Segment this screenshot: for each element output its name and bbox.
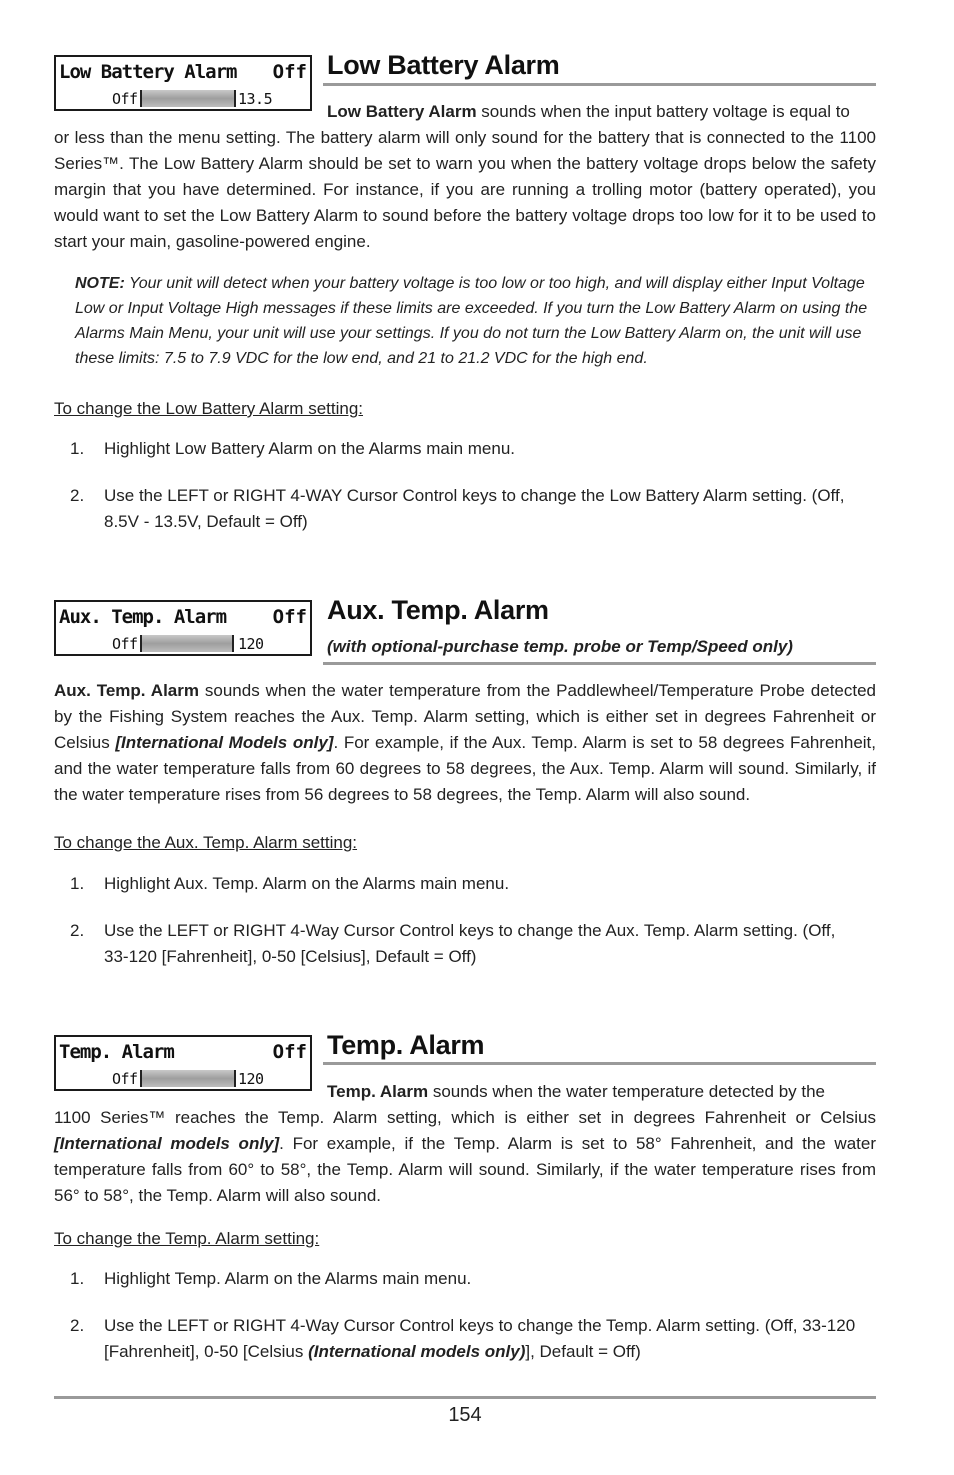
slider-track xyxy=(140,90,236,107)
slider-track xyxy=(140,1070,236,1087)
note-paragraph xyxy=(75,271,875,371)
procedure-title: To change the Low Battery Alarm setting: xyxy=(54,399,364,418)
note-text: Your unit will detect when your battery voltage is too low or too high, and will display either Input Voltage Low or Input Voltage High messages if these limits are exceeded. If you turn the Low Battery Alarm on using the Alarms Main Menu, your unit will use your settings. If you do not turn the Low Battery Alarm on, the unit will use these limits: 7.5 to 7.9 VDC for the low end, and 21 to 21.2 VDC for the high end. xyxy=(75,275,868,367)
step-number: 2. xyxy=(70,486,85,505)
section-subtitle: (with optional-purchase temp. probe or Temp/Speed only) xyxy=(327,637,793,656)
menu-label: Aux. Temp. Alarm xyxy=(59,606,227,628)
body-b: . For example, if the Aux. Temp. Alarm is set to 58 degrees Fahrenheit, and the water temperature falls from 60 degrees to 58 degrees, the Aux. Temp. Alarm will sound. Similarly, if the water temperature rises from 56 degrees to 58 degrees, the Temp. Alarm will also sound. xyxy=(54,733,876,804)
body-lead: Aux. Temp. Alarm xyxy=(54,681,199,700)
step-text-emphasis: (International models only) xyxy=(308,1342,526,1361)
footer-rule xyxy=(54,1396,876,1399)
body-b: . For example, if the Temp. Alarm is set to 58° Fahrenheit, and the water temperature falls from 60° to 58°, the Temp. Alarm will sound. Similarly, if the water temperature rises from 56° to 58°, the Temp. Alarm will also sound. xyxy=(54,1134,876,1205)
title-rule xyxy=(323,662,876,665)
body-emphasis: [International models only] xyxy=(54,1134,280,1153)
section-title: Low Battery Alarm xyxy=(327,50,560,80)
procedure-title: To change the Aux. Temp. Alarm setting: xyxy=(54,833,358,852)
body-first-line xyxy=(327,1079,876,1105)
menu-value: Off xyxy=(272,606,307,628)
body-a: sounds when the water temperature from the Paddlewheel/Temperature Probe detected by the Fishing System reaches the Aux. Temp. Alarm setting, which is either set in degrees Fahrenheit or Celsius xyxy=(54,681,877,752)
slider-max-label: 120 xyxy=(238,635,264,653)
step-text-a: Use the LEFT or RIGHT 4-Way Cursor Control keys to change the Temp. Alarm setting. (Off, 33-120 [Fahrenheit], 0-50 [Celsius xyxy=(104,1316,856,1361)
step-number: 1. xyxy=(70,1269,85,1288)
menu-label: Low Battery Alarm xyxy=(59,61,237,83)
step-text: Highlight Aux. Temp. Alarm on the Alarms main menu. xyxy=(104,874,510,893)
step-text: Highlight Low Battery Alarm on the Alarms main menu. xyxy=(104,439,516,458)
body-emphasis: [International Models only] xyxy=(115,733,334,752)
slider-min-label: Off xyxy=(112,635,138,653)
title-rule xyxy=(323,1062,876,1065)
body-a: 1100 Series™ reaches the Temp. Alarm setting, which is either set in degrees Fahrenheit or Celsius xyxy=(54,1108,876,1127)
menu-value: Off xyxy=(272,1041,307,1063)
step-text-b: ], Default = Off) xyxy=(525,1342,641,1361)
step-number: 2. xyxy=(70,1316,85,1335)
slider-track xyxy=(140,635,234,652)
menu-label: Temp. Alarm xyxy=(59,1041,174,1063)
page-number: 154 xyxy=(448,1404,482,1426)
body-paragraph: or less than the menu setting. The battery alarm will only sound for the battery that is connected to the 1100 Series™. The Low Battery Alarm should be set to warn you when the battery voltage drops below the safety margin that you have determined. For instance, if you are running a trolling motor (battery operated), you would want to set the Low Battery Alarm to sound before the battery voltage drops too low for it to be used to start your main, gasoline-powered engine. xyxy=(54,128,876,251)
slider-min-label: Off xyxy=(112,90,138,108)
aux-temp-alarm-menu xyxy=(54,600,312,656)
step-number: 2. xyxy=(70,921,85,940)
section-title: Aux. Temp. Alarm xyxy=(327,595,549,625)
menu-value: Off xyxy=(272,61,307,83)
step-text: Highlight Temp. Alarm on the Alarms main menu. xyxy=(104,1269,472,1288)
step-text xyxy=(104,1313,864,1365)
step-number: 1. xyxy=(70,439,85,458)
step-number: 1. xyxy=(70,874,85,893)
body-lead: Temp. Alarm xyxy=(327,1082,429,1101)
temp-alarm-menu xyxy=(54,1035,312,1091)
step-text: Use the LEFT or RIGHT 4-Way Cursor Control keys to change the Aux. Temp. Alarm setting. (Off, 33-120 [Fahrenheit], 0-50 [Celsius], Default = Off) xyxy=(104,921,836,966)
section-title: Temp. Alarm xyxy=(327,1030,485,1060)
step-text: Use the LEFT or RIGHT 4-WAY Cursor Control keys to change the Low Battery Alarm setting. (Off, 8.5V - 13.5V, Default = Off) xyxy=(104,486,845,531)
body-paragraph xyxy=(54,678,876,808)
note-label: NOTE: xyxy=(75,275,125,292)
slider-max-label: 13.5 xyxy=(238,90,273,108)
slider-min-label: Off xyxy=(112,1070,138,1088)
body-first-line xyxy=(327,99,876,125)
body-paragraph xyxy=(54,1105,876,1209)
title-rule xyxy=(323,83,876,86)
procedure-title: To change the Temp. Alarm setting: xyxy=(54,1229,320,1248)
body-lead: Low Battery Alarm xyxy=(327,102,477,121)
body-first: sounds when the water temperature detected by the xyxy=(428,1082,826,1101)
slider-max-label: 120 xyxy=(238,1070,264,1088)
low-battery-alarm-menu xyxy=(54,55,312,111)
body-first: sounds when the input battery voltage is equal to xyxy=(476,102,850,121)
